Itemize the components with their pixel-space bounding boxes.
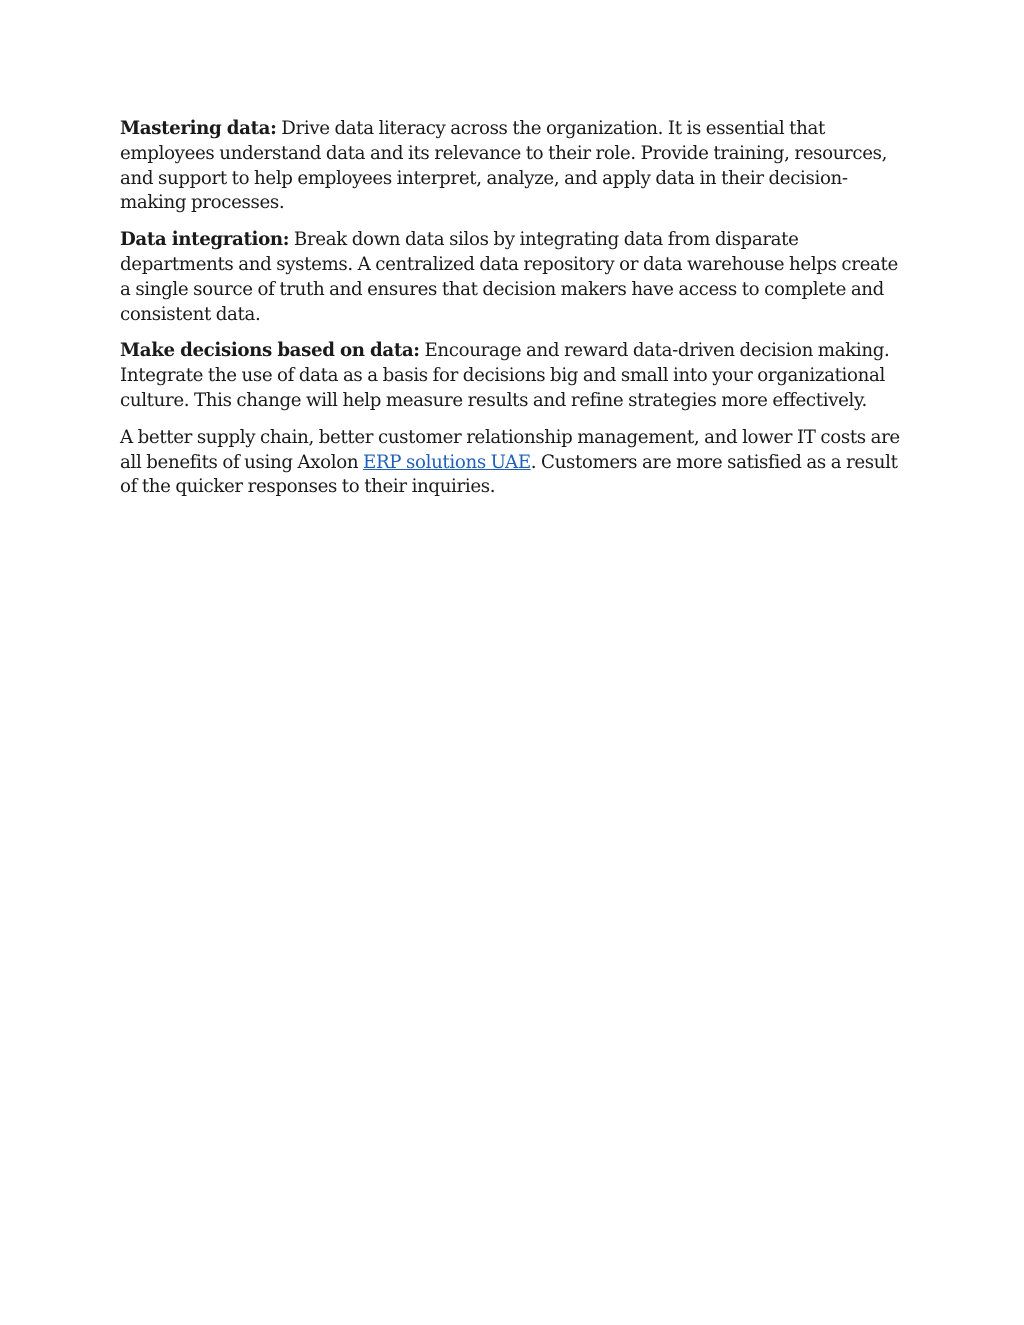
paragraph-heading: Make decisions based on data: [120,340,420,362]
paragraph-data-integration [120,228,910,327]
erp-solutions-link[interactable]: ERP solutions UAE [363,451,531,473]
paragraph-body: Break down data silos by integrating data from disparate departments and systems. A centralized data repository or data warehouse helps create a single source of truth and ensures that decision makers have access to complete and consistent data. [120,229,898,325]
paragraph-body: A better supply chain, better customer relationship management, and lower IT costs are all benefits of using Axolon [120,426,900,473]
paragraph-data-decisions [120,339,910,413]
paragraph-erp-benefits [120,426,910,500]
document-page [120,117,910,512]
paragraph-body-continued: . Customers are more satisfied as a result of the quicker responses to their inquiries. [120,451,898,498]
paragraph-heading: Data integration: [120,229,290,251]
paragraph-body: Encourage and reward data-driven decision making. Integrate the use of data as a basis for decisions big and small into your organizational culture. This change will help measure results and refine strategies more effectively. [120,340,890,411]
paragraph-heading: Mastering data: [120,118,277,139]
paragraph-body: Drive data literacy across the organization. It is essential that employees understand data and its relevance to their role. Provide training, resources, and support to help employees interpret, analyze, and apply data in their decision-making processes. [120,118,888,214]
paragraph-mastering-data [120,117,910,216]
